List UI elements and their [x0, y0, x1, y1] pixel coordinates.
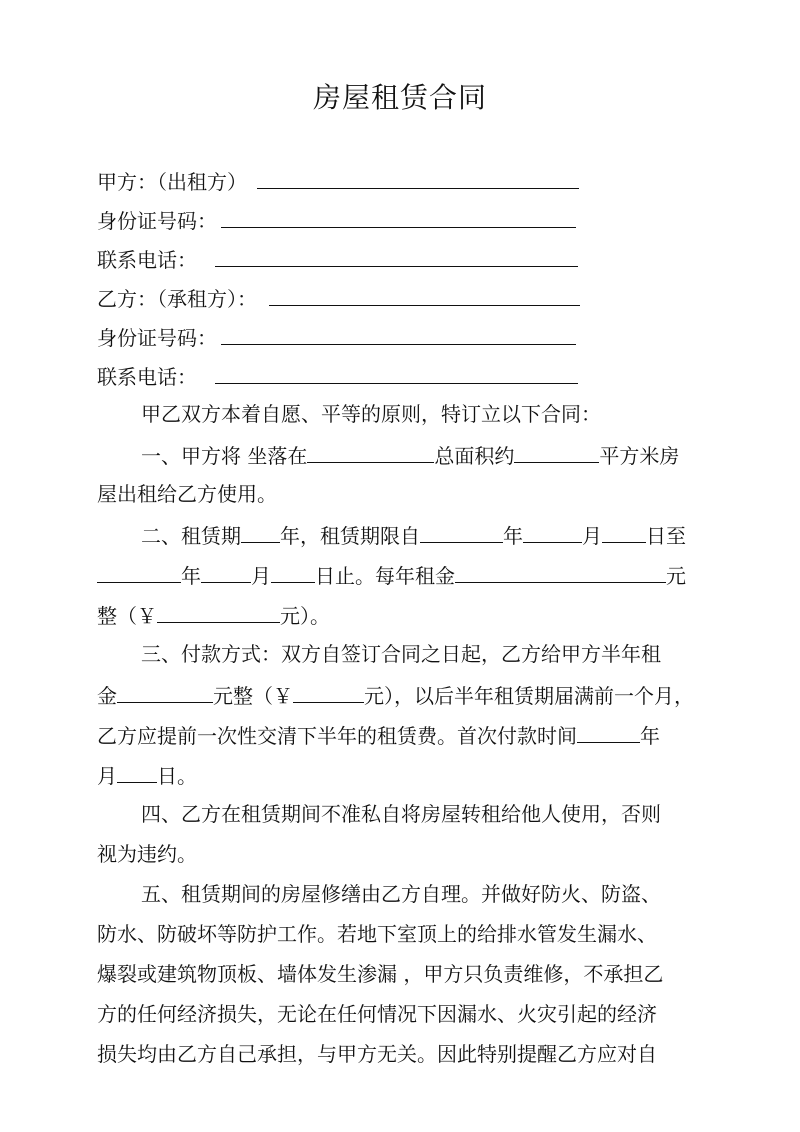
party-a-label: 甲方：（出租方）: [97, 170, 247, 194]
clause1-text-b: 总面积约: [434, 444, 515, 468]
end-year-blank[interactable]: [97, 560, 181, 583]
document-title: 房屋租赁合同: [312, 81, 487, 114]
clause2-text-e: 日至: [646, 524, 686, 548]
end-day-blank[interactable]: [271, 560, 315, 583]
clause5-line2: 防水、防破坏等防护工作。若地下室顶上的给排水管发生漏水、: [97, 922, 657, 946]
location-blank[interactable]: [307, 440, 434, 463]
clause2-text-h: 日止。每年租金: [315, 564, 455, 588]
first-payment-year-blank[interactable]: [577, 720, 640, 743]
clause2-text-f: 年: [181, 564, 201, 588]
start-day-blank[interactable]: [602, 520, 646, 543]
clause3-text-b: 金: [97, 684, 117, 708]
intro-paragraph: 甲乙双方本着自愿、平等的原则，特订立以下合同：: [141, 402, 601, 426]
clause2-text-a: 二、租赁期: [141, 524, 241, 548]
end-month-blank[interactable]: [201, 560, 251, 583]
half-year-rent-blank[interactable]: [117, 680, 213, 703]
party-b-name-blank[interactable]: [269, 283, 580, 306]
clause5-line3: 爆裂或建筑物顶板、墙体发生渗漏 ，甲方只负责维修，不承担乙: [97, 962, 664, 986]
party-a-id-row: [97, 205, 576, 233]
party-b-phone-blank[interactable]: [215, 361, 578, 384]
party-b-phone-row: [97, 361, 578, 389]
party-a-id-blank[interactable]: [221, 205, 576, 228]
party-b-phone-label: 联系电话：: [97, 365, 197, 389]
clause3-text-f: 年: [640, 724, 660, 748]
clause3-line4: [97, 760, 197, 788]
party-b-label: 乙方：（承租方）：: [97, 287, 257, 311]
area-blank[interactable]: [514, 440, 599, 463]
clause3-text-g: 月: [97, 764, 117, 788]
party-b-id-label: 身份证号码：: [97, 326, 217, 350]
party-a-phone-label: 联系电话：: [97, 248, 197, 272]
clause3-line2: [97, 680, 694, 708]
clause1-text-a: 一、甲方将 坐落在: [141, 444, 308, 468]
clause5-line4: 方的任何经济损失，无论在任何情况下因漏水、火灾引起的经济: [97, 1002, 657, 1026]
half-year-rent-figure-blank[interactable]: [293, 680, 364, 703]
start-year-blank[interactable]: [420, 520, 503, 543]
clause2-text-g: 月: [251, 564, 271, 588]
clause3-text-d: 元），以后半年租赁期届满前一个月，: [364, 684, 694, 708]
clause2-text-b: 年，租赁期限自: [280, 524, 420, 548]
lease-years-blank[interactable]: [241, 520, 280, 543]
clause5-line1: 五、租赁期间的房屋修缮由乙方自理。并做好防火、防盗、: [141, 882, 661, 906]
clause2-line2: [97, 560, 686, 588]
clause3-text-e: 乙方应提前一次性交清下半年的租赁费。首次付款时间: [97, 724, 577, 748]
clause2-text-k: 元）。: [280, 604, 330, 628]
clause1-line2: 屋出租给乙方使用。: [97, 482, 277, 506]
clause3-text-c: 元整（￥: [213, 684, 293, 708]
party-a-row: [97, 166, 579, 194]
clause4-line2: 视为违约。: [97, 842, 197, 866]
clause2-text-i: 元: [666, 564, 686, 588]
party-a-id-label: 身份证号码：: [97, 209, 217, 233]
clause5-line5: 损失均由乙方自己承担，与甲方无关。因此特别提醒乙方应对自: [97, 1042, 657, 1066]
clause2-text-j: 整（￥: [97, 604, 157, 628]
party-a-phone-row: [97, 244, 578, 272]
annual-rent-blank[interactable]: [455, 560, 666, 583]
party-a-name-blank[interactable]: [257, 166, 579, 189]
clause3-text-h: 日。: [157, 764, 197, 788]
party-b-row: [97, 283, 580, 311]
clause2-text-d: 月: [582, 524, 602, 548]
party-a-phone-blank[interactable]: [215, 244, 578, 267]
party-b-id-row: [97, 322, 576, 350]
annual-rent-figure-blank[interactable]: [157, 600, 280, 623]
clause2-line1: [141, 520, 686, 548]
clause1-line1: [141, 440, 679, 468]
clause3-line3: [97, 720, 660, 748]
clause2-text-c: 年: [503, 524, 523, 548]
clause4-line1: 四、乙方在租赁期间不准私自将房屋转租给他人使用，否则: [141, 802, 661, 826]
party-b-id-blank[interactable]: [221, 322, 576, 345]
clause1-text-c: 平方米房: [599, 444, 680, 468]
first-payment-month-blank[interactable]: [117, 760, 157, 783]
clause3-line1: 三、付款方式：双方自签订合同之日起，乙方给甲方半年租: [141, 642, 661, 666]
start-month-blank[interactable]: [523, 520, 582, 543]
clause2-line3: [97, 600, 330, 628]
